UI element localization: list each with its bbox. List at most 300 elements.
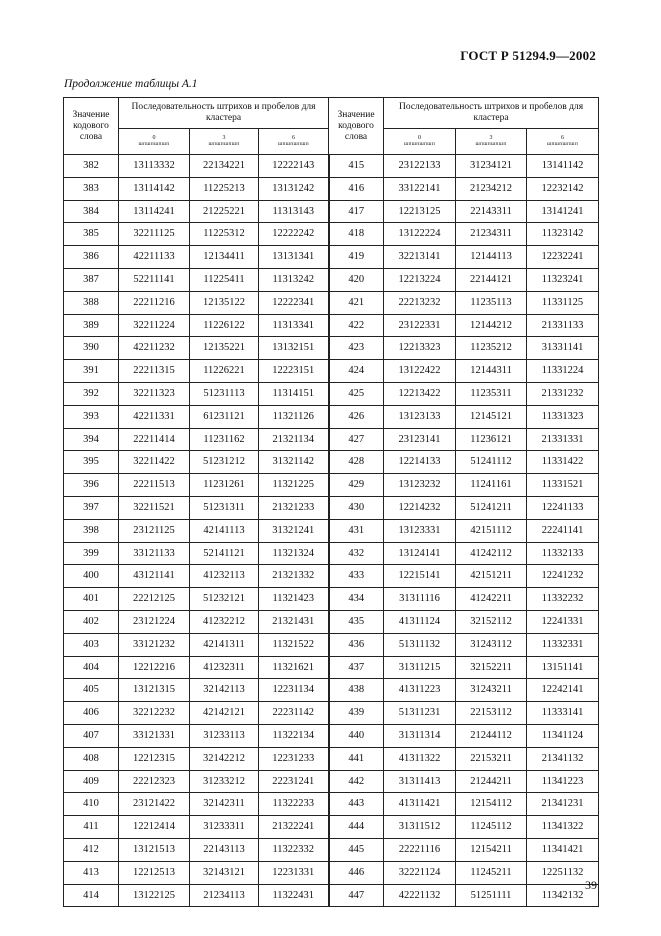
- sequence-cell: 61231121: [190, 405, 259, 428]
- table-row: [64, 679, 599, 702]
- sequence-cell: 21321233: [259, 496, 329, 519]
- sequence-cell: 22153211: [456, 747, 527, 770]
- sequence-cell: 42151211: [456, 565, 527, 588]
- sequence-cell: 21234113: [190, 884, 259, 907]
- codeword-value-cell: 416: [329, 177, 384, 200]
- codeword-value-cell: 408: [64, 747, 119, 770]
- codeword-value-cell: 428: [329, 451, 384, 474]
- sequence-cell: 21234212: [456, 177, 527, 200]
- page-number: 39: [585, 878, 597, 892]
- codeword-value-cell: 430: [329, 496, 384, 519]
- table-row: [64, 588, 599, 611]
- table-row: [64, 519, 599, 542]
- codeword-value-cell: 395: [64, 451, 119, 474]
- sequence-cell: 51251111: [456, 884, 527, 907]
- sequence-cell: 51231212: [190, 451, 259, 474]
- cluster-bar-pattern: шпшпшпшп: [277, 141, 310, 148]
- codeword-value-cell: 425: [329, 382, 384, 405]
- sequence-cell: 22221116: [384, 838, 456, 861]
- codeword-value-cell: 427: [329, 428, 384, 451]
- sequence-cell: 43121141: [119, 565, 190, 588]
- table-row: [64, 656, 599, 679]
- codeword-value-cell: 399: [64, 542, 119, 565]
- sequence-cell: 32211224: [119, 314, 190, 337]
- table-caption: Продолжение таблицы А.1: [64, 78, 198, 90]
- sequence-cell: 32152112: [456, 610, 527, 633]
- sequence-cell: 41232311: [190, 656, 259, 679]
- sequence-cell: 11321225: [259, 474, 329, 497]
- sequence-cell: 11322134: [259, 724, 329, 747]
- codeword-value-cell: 432: [329, 542, 384, 565]
- sequence-cell: 12145121: [456, 405, 527, 428]
- sequence-cell: 12213422: [384, 382, 456, 405]
- sequence-cell: 12135221: [190, 337, 259, 360]
- table-row: [64, 610, 599, 633]
- sequence-cell: 13122422: [384, 360, 456, 383]
- sequence-cell: 12222143: [259, 155, 329, 178]
- table-row: [64, 724, 599, 747]
- table-row: [64, 451, 599, 474]
- table-row: [64, 793, 599, 816]
- sequence-header-right: Последовательность штрихов и пробелов для кластера: [384, 98, 599, 129]
- sequence-cell: 13123133: [384, 405, 456, 428]
- sequence-cell: 12212414: [119, 816, 190, 839]
- sequence-cell: 12222242: [259, 223, 329, 246]
- cluster-header: [456, 129, 527, 155]
- sequence-cell: 13122224: [384, 223, 456, 246]
- cluster-header: [527, 129, 599, 155]
- sequence-cell: 42221132: [384, 884, 456, 907]
- sequence-cell: 31311215: [384, 656, 456, 679]
- sequence-cell: 12214232: [384, 496, 456, 519]
- sequence-cell: 21331331: [527, 428, 599, 451]
- sequence-cell: 11341322: [527, 816, 599, 839]
- codeword-value-cell: 401: [64, 588, 119, 611]
- sequence-cell: 11321126: [259, 405, 329, 428]
- cluster-header: [190, 129, 259, 155]
- codeword-value-cell: 405: [64, 679, 119, 702]
- sequence-cell: 21225221: [190, 200, 259, 223]
- cluster-number: 0: [418, 135, 422, 142]
- codeword-value-cell: 417: [329, 200, 384, 223]
- table-row: [64, 291, 599, 314]
- table-row: [64, 428, 599, 451]
- codeword-value-cell: 435: [329, 610, 384, 633]
- sequence-header-left: Последовательность штрихов и пробелов для кластера: [119, 98, 329, 129]
- codeword-value-cell: 424: [329, 360, 384, 383]
- sequence-cell: 12241133: [527, 496, 599, 519]
- sequence-cell: 11235311: [456, 382, 527, 405]
- sequence-cell: 32212232: [119, 702, 190, 725]
- table-row: [64, 337, 599, 360]
- sequence-cell: 52211141: [119, 268, 190, 291]
- sequence-cell: 32211125: [119, 223, 190, 246]
- codeword-value-cell: 422: [329, 314, 384, 337]
- sequence-cell: 12212315: [119, 747, 190, 770]
- sequence-cell: 11245112: [456, 816, 527, 839]
- codeword-value-cell: 446: [329, 861, 384, 884]
- codeword-value-cell: 391: [64, 360, 119, 383]
- table-row: [64, 496, 599, 519]
- sequence-cell: 32211521: [119, 496, 190, 519]
- sequence-cell: 12215141: [384, 565, 456, 588]
- sequence-cell: 42211232: [119, 337, 190, 360]
- sequence-cell: 51232121: [190, 588, 259, 611]
- sequence-cell: 22211216: [119, 291, 190, 314]
- sequence-cell: 22231241: [259, 770, 329, 793]
- sequence-cell: 12231331: [259, 861, 329, 884]
- codeword-value-cell: 437: [329, 656, 384, 679]
- table-row: [64, 177, 599, 200]
- standard-header: ГОСТ Р 51294.9—2002: [460, 48, 596, 63]
- cluster-number: 6: [561, 135, 565, 142]
- cluster-bar-pattern: шпшпшпшп: [403, 141, 436, 148]
- sequence-cell: 11331521: [527, 474, 599, 497]
- sequence-cell: 32213141: [384, 246, 456, 269]
- codeword-value-cell: 420: [329, 268, 384, 291]
- codeword-value-cell: 382: [64, 155, 119, 178]
- sequence-cell: 13124141: [384, 542, 456, 565]
- sequence-cell: 22144121: [456, 268, 527, 291]
- codeword-value-cell: 406: [64, 702, 119, 725]
- sequence-cell: 22211315: [119, 360, 190, 383]
- sequence-cell: 11225411: [190, 268, 259, 291]
- codeword-value-cell: 426: [329, 405, 384, 428]
- sequence-cell: 11333141: [527, 702, 599, 725]
- codeword-value-cell: 411: [64, 816, 119, 839]
- codeword-value-cell: 438: [329, 679, 384, 702]
- sequence-cell: 23122331: [384, 314, 456, 337]
- table-row: [64, 861, 599, 884]
- codeword-value-cell: 418: [329, 223, 384, 246]
- sequence-cell: 31311413: [384, 770, 456, 793]
- sequence-cell: 11236121: [456, 428, 527, 451]
- codeword-value-cell: 392: [64, 382, 119, 405]
- sequence-cell: 12212513: [119, 861, 190, 884]
- sequence-cell: 13132151: [259, 337, 329, 360]
- table-row: [64, 314, 599, 337]
- codeword-value-cell: 434: [329, 588, 384, 611]
- sequence-cell: 21331232: [527, 382, 599, 405]
- sequence-cell: 12241331: [527, 610, 599, 633]
- sequence-cell: 11331323: [527, 405, 599, 428]
- sequence-cell: 11331224: [527, 360, 599, 383]
- sequence-cell: 32142212: [190, 747, 259, 770]
- sequence-cell: 13123331: [384, 519, 456, 542]
- sequence-cell: 11225213: [190, 177, 259, 200]
- sequence-cell: 12144212: [456, 314, 527, 337]
- codeword-value-cell: 433: [329, 565, 384, 588]
- sequence-cell: 22212125: [119, 588, 190, 611]
- codeword-value-cell: 396: [64, 474, 119, 497]
- table-row: [64, 405, 599, 428]
- sequence-cell: 11231162: [190, 428, 259, 451]
- sequence-cell: 21244112: [456, 724, 527, 747]
- codeword-value-cell: 421: [329, 291, 384, 314]
- codeword-value-cell: 429: [329, 474, 384, 497]
- sequence-cell: 23121125: [119, 519, 190, 542]
- cluster-header: [259, 129, 329, 155]
- cluster-number: 3: [489, 135, 493, 142]
- sequence-cell: 22211414: [119, 428, 190, 451]
- sequence-cell: 22231142: [259, 702, 329, 725]
- table-row: [64, 838, 599, 861]
- sequence-cell: 11313143: [259, 200, 329, 223]
- codeword-value-cell: 431: [329, 519, 384, 542]
- sequence-cell: 11322431: [259, 884, 329, 907]
- cluster-number: 0: [152, 135, 156, 142]
- table-row: [64, 816, 599, 839]
- sequence-cell: 11342132: [527, 884, 599, 907]
- sequence-cell: 22241141: [527, 519, 599, 542]
- sequence-cell: 11331422: [527, 451, 599, 474]
- sequence-cell: 51311132: [384, 633, 456, 656]
- sequence-cell: 31311314: [384, 724, 456, 747]
- sequence-cell: 42141113: [190, 519, 259, 542]
- sequence-cell: 12134411: [190, 246, 259, 269]
- sequence-cell: 12144311: [456, 360, 527, 383]
- sequence-cell: 11321621: [259, 656, 329, 679]
- sequence-cell: 33121133: [119, 542, 190, 565]
- sequence-cell: 21321332: [259, 565, 329, 588]
- sequence-cell: 32142113: [190, 679, 259, 702]
- table-row: [64, 200, 599, 223]
- sequence-cell: 32221124: [384, 861, 456, 884]
- sequence-cell: 12214133: [384, 451, 456, 474]
- sequence-cell: 21341132: [527, 747, 599, 770]
- sequence-cell: 12213224: [384, 268, 456, 291]
- codeword-value-cell: 402: [64, 610, 119, 633]
- sequence-cell: 11241161: [456, 474, 527, 497]
- codeword-value-cell: 419: [329, 246, 384, 269]
- sequence-cell: 11321324: [259, 542, 329, 565]
- table-row: [64, 747, 599, 770]
- sequence-cell: 12232241: [527, 246, 599, 269]
- table-row: [64, 268, 599, 291]
- codeword-value-cell: 397: [64, 496, 119, 519]
- sequence-cell: 41311124: [384, 610, 456, 633]
- codeword-table: [63, 97, 599, 907]
- sequence-cell: 21234311: [456, 223, 527, 246]
- sequence-cell: 11314151: [259, 382, 329, 405]
- sequence-cell: 33121232: [119, 633, 190, 656]
- codeword-value-cell: 439: [329, 702, 384, 725]
- codeword-value-cell: 394: [64, 428, 119, 451]
- sequence-cell: 42211331: [119, 405, 190, 428]
- sequence-cell: 41311421: [384, 793, 456, 816]
- sequence-cell: 12212216: [119, 656, 190, 679]
- sequence-cell: 31234121: [456, 155, 527, 178]
- sequence-cell: 13114142: [119, 177, 190, 200]
- sequence-cell: 41311322: [384, 747, 456, 770]
- codeword-value-cell: 445: [329, 838, 384, 861]
- sequence-cell: 11323241: [527, 268, 599, 291]
- sequence-cell: 11322233: [259, 793, 329, 816]
- sequence-cell: 51241211: [456, 496, 527, 519]
- codeword-value-cell: 436: [329, 633, 384, 656]
- sequence-cell: 13113332: [119, 155, 190, 178]
- sequence-cell: 12232142: [527, 177, 599, 200]
- sequence-cell: 21321431: [259, 610, 329, 633]
- table-row: [64, 633, 599, 656]
- sequence-cell: 32152211: [456, 656, 527, 679]
- table-row: [64, 155, 599, 178]
- sequence-cell: 32211323: [119, 382, 190, 405]
- sequence-cell: 12154211: [456, 838, 527, 861]
- codeword-value-cell: 410: [64, 793, 119, 816]
- codeword-value-cell: 413: [64, 861, 119, 884]
- value-header-right: Значение кодового слова: [329, 98, 384, 155]
- cluster-header: [384, 129, 456, 155]
- sequence-cell: 22143113: [190, 838, 259, 861]
- sequence-cell: 12222341: [259, 291, 329, 314]
- sequence-cell: 11313341: [259, 314, 329, 337]
- sequence-cell: 12144113: [456, 246, 527, 269]
- sequence-cell: 11235113: [456, 291, 527, 314]
- sequence-cell: 21322241: [259, 816, 329, 839]
- table-row: [64, 565, 599, 588]
- sequence-cell: 42142121: [190, 702, 259, 725]
- codeword-value-cell: 385: [64, 223, 119, 246]
- sequence-cell: 51311231: [384, 702, 456, 725]
- sequence-cell: 42141311: [190, 633, 259, 656]
- codeword-value-cell: 400: [64, 565, 119, 588]
- sequence-cell: 21331133: [527, 314, 599, 337]
- codeword-value-cell: 386: [64, 246, 119, 269]
- codeword-value-cell: 390: [64, 337, 119, 360]
- codeword-value-cell: 447: [329, 884, 384, 907]
- sequence-cell: 11323142: [527, 223, 599, 246]
- sequence-cell: 42211133: [119, 246, 190, 269]
- codeword-value-cell: 442: [329, 770, 384, 793]
- sequence-cell: 22134221: [190, 155, 259, 178]
- codeword-value-cell: 415: [329, 155, 384, 178]
- sequence-cell: 13141241: [527, 200, 599, 223]
- sequence-cell: 23123141: [384, 428, 456, 451]
- sequence-cell: 33122141: [384, 177, 456, 200]
- sequence-cell: 23122133: [384, 155, 456, 178]
- table-row: [64, 360, 599, 383]
- sequence-cell: 31321142: [259, 451, 329, 474]
- sequence-cell: 31243211: [456, 679, 527, 702]
- sequence-cell: 12223151: [259, 360, 329, 383]
- table-row: [64, 884, 599, 907]
- codeword-value-cell: 409: [64, 770, 119, 793]
- sequence-cell: 51241112: [456, 451, 527, 474]
- codeword-value-cell: 407: [64, 724, 119, 747]
- cluster-bar-pattern: шпшпшпшп: [208, 141, 240, 148]
- sequence-cell: 13151141: [527, 656, 599, 679]
- sequence-cell: 21244211: [456, 770, 527, 793]
- sequence-cell: 22153112: [456, 702, 527, 725]
- codeword-value-cell: 404: [64, 656, 119, 679]
- sequence-cell: 11226221: [190, 360, 259, 383]
- sequence-cell: 11332331: [527, 633, 599, 656]
- sequence-cell: 32211422: [119, 451, 190, 474]
- sequence-cell: 11235212: [456, 337, 527, 360]
- sequence-cell: 11321423: [259, 588, 329, 611]
- cluster-bar-pattern: шпшпшпшп: [475, 141, 507, 148]
- sequence-cell: 12241232: [527, 565, 599, 588]
- sequence-cell: 31321241: [259, 519, 329, 542]
- sequence-cell: 11341421: [527, 838, 599, 861]
- sequence-cell: 13121513: [119, 838, 190, 861]
- codeword-value-cell: 389: [64, 314, 119, 337]
- sequence-cell: 22212323: [119, 770, 190, 793]
- sequence-cell: 11331125: [527, 291, 599, 314]
- sequence-cell: 51231113: [190, 382, 259, 405]
- table-row: [64, 770, 599, 793]
- sequence-cell: 41242211: [456, 588, 527, 611]
- sequence-cell: 12154112: [456, 793, 527, 816]
- sequence-cell: 22143311: [456, 200, 527, 223]
- table-row: [64, 223, 599, 246]
- cluster-bar-pattern: шпшпшпшп: [138, 141, 170, 148]
- sequence-cell: 11226122: [190, 314, 259, 337]
- value-header-left: Значение кодового слова: [64, 98, 119, 155]
- sequence-cell: 12231134: [259, 679, 329, 702]
- sequence-cell: 41232113: [190, 565, 259, 588]
- codeword-value-cell: 441: [329, 747, 384, 770]
- codeword-value-cell: 393: [64, 405, 119, 428]
- sequence-cell: 31233212: [190, 770, 259, 793]
- table-row: [64, 474, 599, 497]
- sequence-cell: 31243112: [456, 633, 527, 656]
- codeword-value-cell: 383: [64, 177, 119, 200]
- sequence-cell: 11313242: [259, 268, 329, 291]
- codeword-value-cell: 412: [64, 838, 119, 861]
- sequence-cell: 22211513: [119, 474, 190, 497]
- sequence-cell: 52141121: [190, 542, 259, 565]
- sequence-cell: 31311512: [384, 816, 456, 839]
- sequence-cell: 11341223: [527, 770, 599, 793]
- codeword-value-cell: 423: [329, 337, 384, 360]
- sequence-cell: 32143121: [190, 861, 259, 884]
- codeword-value-cell: 398: [64, 519, 119, 542]
- codeword-value-cell: 414: [64, 884, 119, 907]
- sequence-cell: 13123232: [384, 474, 456, 497]
- cluster-header: [119, 129, 190, 155]
- codeword-value-cell: 444: [329, 816, 384, 839]
- sequence-cell: 32142311: [190, 793, 259, 816]
- sequence-cell: 41311223: [384, 679, 456, 702]
- sequence-cell: 42151112: [456, 519, 527, 542]
- sequence-cell: 12135122: [190, 291, 259, 314]
- sequence-cell: 11321522: [259, 633, 329, 656]
- table-row: [64, 246, 599, 269]
- codeword-value-cell: 388: [64, 291, 119, 314]
- cluster-bar-pattern: шпшпшпшп: [546, 141, 579, 148]
- sequence-cell: 13141142: [527, 155, 599, 178]
- sequence-cell: 13114241: [119, 200, 190, 223]
- sequence-cell: 12231233: [259, 747, 329, 770]
- sequence-cell: 11225312: [190, 223, 259, 246]
- codeword-value-cell: 384: [64, 200, 119, 223]
- sequence-cell: 13131341: [259, 246, 329, 269]
- table-row: [64, 382, 599, 405]
- sequence-cell: 13122125: [119, 884, 190, 907]
- sequence-cell: 51231311: [190, 496, 259, 519]
- sequence-cell: 31233311: [190, 816, 259, 839]
- sequence-cell: 11332133: [527, 542, 599, 565]
- sequence-cell: 12213125: [384, 200, 456, 223]
- sequence-cell: 23121422: [119, 793, 190, 816]
- sequence-cell: 31311116: [384, 588, 456, 611]
- sequence-cell: 11341124: [527, 724, 599, 747]
- sequence-cell: 21341231: [527, 793, 599, 816]
- sequence-cell: 23121224: [119, 610, 190, 633]
- sequence-cell: 21321134: [259, 428, 329, 451]
